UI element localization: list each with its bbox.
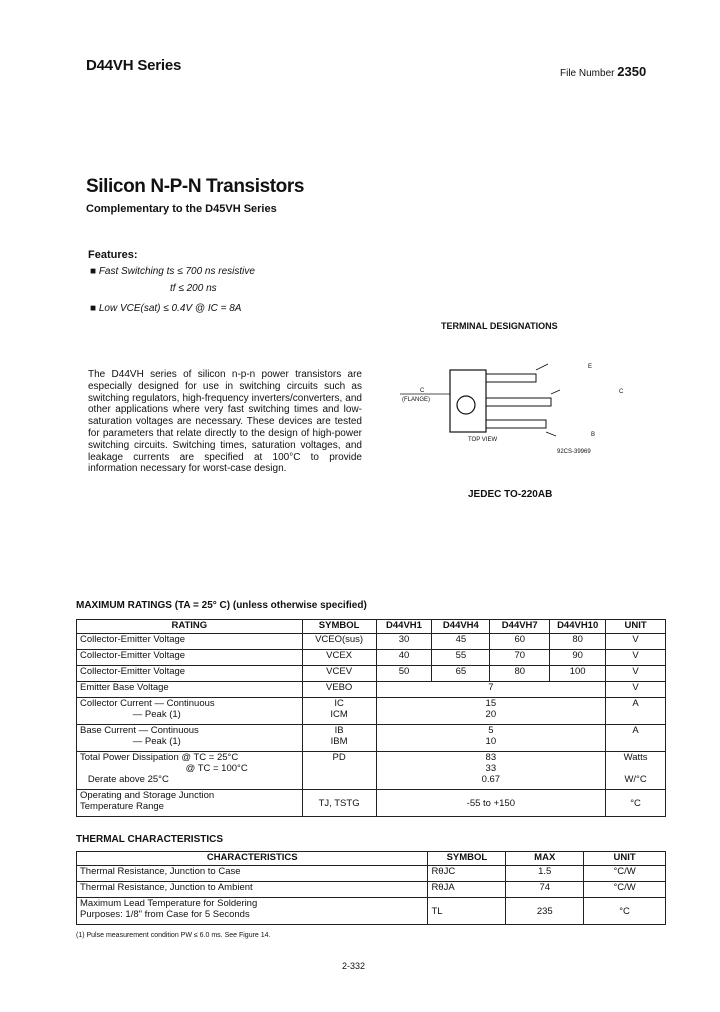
- features-heading: Features:: [88, 249, 138, 261]
- feature-item-3: ■ Low VCE(sat) ≤ 0.4V @ IC = 8A: [90, 303, 242, 314]
- table-row: [77, 898, 666, 925]
- max-ratings-table: [76, 619, 666, 817]
- cell-value: -55 to +150: [376, 790, 606, 817]
- cell-rating: Emitter Base Voltage: [77, 682, 303, 698]
- lead-e: [486, 374, 536, 382]
- cell-unit: °C/W: [584, 882, 666, 898]
- cell-symbol: RθJC: [428, 866, 506, 882]
- cell-rating: Collector Current — Continuous — Peak (1): [77, 698, 303, 725]
- cell-value: 40: [376, 650, 432, 666]
- col-max: MAX: [506, 852, 584, 866]
- series-title: D44VH Series: [86, 57, 182, 74]
- cell-unit: V: [606, 634, 666, 650]
- col-symbol: SYMBOL: [428, 852, 506, 866]
- cell-rating: Collector-Emitter Voltage: [77, 666, 303, 682]
- to220-package-diagram: [400, 360, 620, 460]
- cell-unit: V: [606, 666, 666, 682]
- table-row: [77, 752, 666, 790]
- figure-code: 92CS-39969: [557, 449, 591, 455]
- cell-rating: Collector-Emitter Voltage: [77, 634, 303, 650]
- page-number: 2-332: [342, 961, 366, 971]
- cell-value: 80: [550, 634, 606, 650]
- file-number: [560, 64, 646, 79]
- cell-value: 45: [432, 634, 490, 650]
- cell-rating: Base Current — Continuous — Peak (1): [77, 725, 303, 752]
- footnote: (1) Pulse measurement condition PW ≤ 6.0 ms. See Figure 14.: [76, 932, 271, 939]
- label-c2: C: [619, 389, 624, 395]
- cell-unit: A: [606, 725, 666, 752]
- col-symbol: SYMBOL: [302, 620, 376, 634]
- package-body: [450, 370, 486, 432]
- cell-value: 30: [376, 634, 432, 650]
- cell-rating: Total Power Dissipation @ TC = 25°C @ TC = 100°C Derate above 25°C: [77, 752, 303, 790]
- label-b: B: [591, 432, 596, 438]
- label-flange: (FLANGE): [402, 397, 431, 403]
- col-d44vh1: D44VH1: [376, 620, 432, 634]
- cell-symbol: VCEV: [302, 666, 376, 682]
- cell-symbol: VCEO(sus): [302, 634, 376, 650]
- col-d44vh10: D44VH10: [550, 620, 606, 634]
- table-row: [77, 634, 666, 650]
- table-header-row: [77, 852, 666, 866]
- label-c: C: [420, 388, 425, 394]
- col-unit: UNIT: [606, 620, 666, 634]
- page-title: Silicon N-P-N Transistors: [86, 176, 305, 197]
- max-ratings-heading: MAXIMUM RATINGS (TA = 25° C) (unless otherwise specified): [76, 600, 367, 611]
- table-row: [77, 882, 666, 898]
- cell-value: 70: [490, 650, 550, 666]
- cell-value: 83 33 0.67: [376, 752, 606, 790]
- feature-text-3: Low VCE(sat) ≤ 0.4V @ IC = 8A: [98, 303, 242, 314]
- terminal-heading: TERMINAL DESIGNATIONS: [441, 321, 558, 331]
- page-subtitle: Complementary to the D45VH Series: [86, 203, 277, 215]
- cell-value: 50: [376, 666, 432, 682]
- cell-value: 5 10: [376, 725, 606, 752]
- cell-symbol: PD: [302, 752, 376, 790]
- cell-value: 7: [376, 682, 606, 698]
- cell-symbol: VCEX: [302, 650, 376, 666]
- table-row: [77, 650, 666, 666]
- label-e: E: [588, 364, 593, 370]
- cell-unit: °C: [606, 790, 666, 817]
- mounting-hole: [457, 396, 475, 414]
- file-number-value: 2350: [617, 64, 647, 79]
- col-d44vh7: D44VH7: [490, 620, 550, 634]
- feature-text-2: tf ≤ 200 ns: [170, 283, 217, 294]
- cell-symbol: IB IBM: [302, 725, 376, 752]
- cell-characteristic: Maximum Lead Temperature for Soldering Purposes: 1/8" from Case for 5 Seconds: [77, 898, 428, 925]
- feature-text-1: Fast Switching ts ≤ 700 ns resistive: [98, 266, 255, 277]
- cell-value: 60: [490, 634, 550, 650]
- feature-item-2: [170, 283, 217, 294]
- cell-characteristic: Thermal Resistance, Junction to Case: [77, 866, 428, 882]
- cell-unit: °C: [584, 898, 666, 925]
- cell-value: 80: [490, 666, 550, 682]
- col-d44vh4: D44VH4: [432, 620, 490, 634]
- cell-unit: V: [606, 682, 666, 698]
- description: The D44VH series of silicon n-p-n power transistors are especially designed for use in switching circuits such as switching regulators, high-frequency inverters/converters, and other applications where very fast switching times and low-saturation voltages are necessary. These devices are tested for parameters that relate directly to the design of high-power switching circuits. Switching times, saturation voltages, and leakage currents are specified at 100°C to provide information necessary for worst-case design.: [88, 369, 362, 475]
- cell-unit: °C/W: [584, 866, 666, 882]
- cell-value: 100: [550, 666, 606, 682]
- table-row: [77, 698, 666, 725]
- table-row: [77, 790, 666, 817]
- cell-max: 1.5: [506, 866, 584, 882]
- cell-symbol: RθJA: [428, 882, 506, 898]
- cell-symbol: VEBO: [302, 682, 376, 698]
- cell-rating: Operating and Storage Junction Temperature Range: [77, 790, 303, 817]
- top-view-label: TOP VIEW: [468, 437, 498, 443]
- cell-value: 15 20: [376, 698, 606, 725]
- cell-unit: Watts W/°C: [606, 752, 666, 790]
- thermal-heading: THERMAL CHARACTERISTICS: [76, 834, 224, 845]
- file-number-label: File Number: [560, 68, 615, 79]
- cell-unit: V: [606, 650, 666, 666]
- lead-c: [486, 398, 551, 406]
- cell-value: 90: [550, 650, 606, 666]
- cell-value: 65: [432, 666, 490, 682]
- table-row: [77, 682, 666, 698]
- col-rating: RATING: [77, 620, 303, 634]
- thermal-table: [76, 851, 666, 925]
- cell-rating: Collector-Emitter Voltage: [77, 650, 303, 666]
- lead-b: [486, 420, 546, 428]
- table-header-row: [77, 620, 666, 634]
- jedec-label: JEDEC TO-220AB: [468, 489, 553, 500]
- table-row: [77, 666, 666, 682]
- cell-symbol: IC ICM: [302, 698, 376, 725]
- cell-max: 235: [506, 898, 584, 925]
- col-unit: UNIT: [584, 852, 666, 866]
- cell-symbol: TL: [428, 898, 506, 925]
- cell-value: 55: [432, 650, 490, 666]
- cell-symbol: TJ, TSTG: [302, 790, 376, 817]
- table-row: [77, 725, 666, 752]
- label-c-flange: [420, 388, 424, 394]
- feature-item-1: ■ Fast Switching ts ≤ 700 ns resistive: [90, 266, 255, 277]
- col-characteristics: CHARACTERISTICS: [77, 852, 428, 866]
- cell-unit: A: [606, 698, 666, 725]
- cell-characteristic: Thermal Resistance, Junction to Ambient: [77, 882, 428, 898]
- cell-max: 74: [506, 882, 584, 898]
- table-row: [77, 866, 666, 882]
